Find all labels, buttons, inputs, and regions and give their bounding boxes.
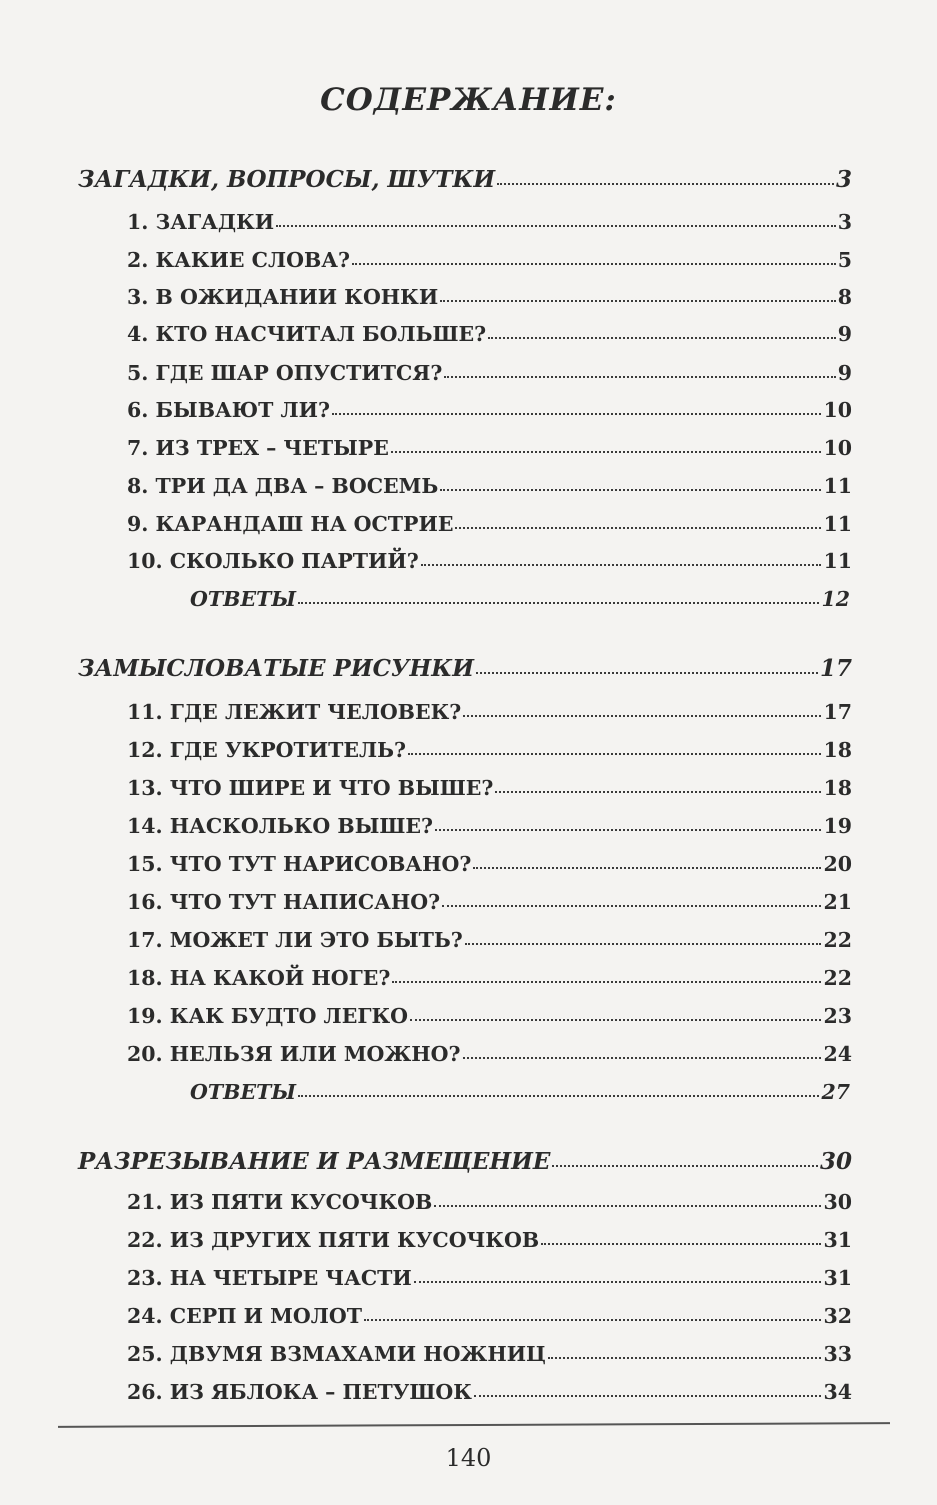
toc-entry-title: 26. ИЗ ЯБЛОКА – ПЕТУШОК	[127, 1380, 472, 1404]
dot-leader	[548, 1342, 822, 1359]
toc-item	[127, 398, 852, 428]
toc-entry-title: 22. ИЗ ДРУГИХ ПЯТИ КУСОЧКОВ	[127, 1228, 540, 1252]
toc-entry-title: 23. НА ЧЕТЫРЕ ЧАСТИ	[127, 1266, 412, 1290]
toc-item	[127, 1304, 852, 1334]
toc-answers	[190, 587, 850, 617]
toc-entry-page: 30	[823, 1190, 852, 1214]
toc-entry-page: 11	[823, 474, 852, 498]
toc-section	[78, 166, 852, 200]
toc-entry-title: 15. ЧТО ТУТ НАРИСОВАНО?	[127, 852, 472, 876]
toc-item	[127, 1004, 852, 1034]
toc-item	[127, 852, 852, 882]
toc-item	[127, 890, 852, 920]
toc-item	[127, 776, 852, 806]
toc-item	[127, 248, 852, 278]
toc-entry-title: РАЗРЕЗЫВАНИЕ И РАЗМЕЩЕНИЕ	[78, 1148, 551, 1175]
toc-entry-title: ЗАГАДКИ, ВОПРОСЫ, ШУТКИ	[78, 166, 496, 193]
dot-leader	[298, 587, 820, 604]
toc-item	[127, 928, 852, 958]
toc-item	[127, 814, 852, 844]
toc-item	[127, 738, 852, 768]
toc-item	[127, 966, 852, 996]
toc-entry-page: 23	[823, 1004, 852, 1028]
dot-leader	[495, 776, 821, 793]
dot-leader	[497, 166, 834, 185]
dot-leader	[444, 361, 835, 378]
toc-entry-title: 18. НА КАКОЙ НОГЕ?	[127, 966, 391, 990]
dot-leader	[392, 966, 821, 983]
dot-leader	[442, 890, 821, 907]
toc-entry-page: 20	[823, 852, 852, 876]
toc-section	[78, 655, 852, 689]
toc-entry-title: 5. ГДЕ ШАР ОПУСТИТСЯ?	[127, 361, 443, 385]
toc-item	[127, 210, 852, 240]
toc-entry-title: 2. КАКИЕ СЛОВА?	[127, 248, 350, 272]
toc-entry-page: 18	[823, 776, 852, 800]
dot-leader	[332, 398, 821, 415]
toc-entry-page: 30	[819, 1148, 852, 1175]
toc-entry-page: 31	[823, 1228, 852, 1252]
toc-entry-page: 17	[819, 655, 852, 682]
toc-entry-title: 9. КАРАНДАШ НА ОСТРИЕ	[127, 512, 454, 536]
toc-entry-title: 11. ГДЕ ЛЕЖИТ ЧЕЛОВЕК?	[127, 700, 462, 724]
toc-entry-title: 17. МОЖЕТ ЛИ ЭТО БЫТЬ?	[127, 928, 463, 952]
toc-item	[127, 1342, 852, 1372]
toc-entry-title: 7. ИЗ ТРЕХ – ЧЕТЫРЕ	[127, 436, 389, 460]
toc-item	[127, 700, 852, 730]
toc-entry-page: 21	[823, 890, 852, 914]
toc-entry-page: 11	[823, 549, 852, 573]
dot-leader	[488, 322, 836, 339]
toc-entry-title: 1. ЗАГАДКИ	[127, 210, 275, 234]
toc-item	[127, 361, 852, 391]
dot-leader	[476, 655, 818, 674]
toc-item	[127, 549, 852, 579]
toc-entry-title: 19. КАК БУДТО ЛЕГКО	[127, 1004, 408, 1028]
toc-entry-title: 16. ЧТО ТУТ НАПИСАНО?	[127, 890, 441, 914]
dot-leader	[298, 1080, 820, 1097]
dot-leader	[440, 285, 836, 302]
toc-entry-page: 19	[823, 814, 852, 838]
toc-entry-title: 13. ЧТО ШИРЕ И ЧТО ВЫШЕ?	[127, 776, 494, 800]
contents-heading: СОДЕРЖАНИЕ:	[320, 82, 617, 118]
toc-entry-title: 25. ДВУМЯ ВЗМАХАМИ НОЖНИЦ	[127, 1342, 546, 1366]
footer-divider	[58, 1422, 890, 1428]
toc-entry-page: 10	[823, 436, 852, 460]
toc-item	[127, 285, 852, 315]
dot-leader	[465, 928, 822, 945]
toc-entry-title: ЗАМЫСЛОВАТЫЕ РИСУНКИ	[78, 655, 474, 682]
dot-leader	[463, 1042, 822, 1059]
toc-entry-title: 24. СЕРП И МОЛОТ	[127, 1304, 362, 1328]
toc-entry-title: 6. БЫВАЮТ ЛИ?	[127, 398, 330, 422]
dot-leader	[463, 700, 821, 717]
dot-leader	[440, 474, 821, 491]
dot-leader	[414, 1266, 822, 1283]
toc-item	[127, 1266, 852, 1296]
toc-entry-title: 4. КТО НАСЧИТАЛ БОЛЬШЕ?	[127, 322, 487, 346]
dot-leader	[474, 1380, 822, 1397]
dot-leader	[455, 512, 821, 529]
toc-entry-page: 22	[823, 966, 852, 990]
toc-entry-page: 9	[837, 361, 852, 385]
toc-entry-page: 18	[823, 738, 852, 762]
toc-entry-page: 34	[823, 1380, 852, 1404]
toc-entry-page: 31	[823, 1266, 852, 1290]
toc-entry-title: 21. ИЗ ПЯТИ КУСОЧКОВ	[127, 1190, 433, 1214]
toc-item	[127, 436, 852, 466]
dot-leader	[435, 814, 822, 831]
toc-entry-page: 12	[821, 587, 850, 611]
toc-entry-title: 12. ГДЕ УКРОТИТЕЛЬ?	[127, 738, 407, 762]
toc-entry-page: 3	[835, 166, 852, 193]
toc-section	[78, 1148, 852, 1182]
toc-entry-title: 3. В ОЖИДАНИИ КОНКИ	[127, 285, 439, 309]
toc-entry-page: 24	[823, 1042, 852, 1066]
toc-entry-title: 10. СКОЛЬКО ПАРТИЙ?	[127, 549, 419, 573]
dot-leader	[352, 248, 836, 265]
dot-leader	[434, 1190, 821, 1207]
dot-leader	[552, 1148, 818, 1167]
dot-leader	[276, 210, 836, 227]
dot-leader	[410, 1004, 821, 1021]
toc-entry-page: 10	[823, 398, 852, 422]
toc-entry-title: ОТВЕТЫ	[190, 1080, 296, 1104]
toc-entry-page: 9	[837, 322, 852, 346]
toc-entry-title: 14. НАСКОЛЬКО ВЫШЕ?	[127, 814, 433, 838]
toc-item	[127, 1042, 852, 1072]
toc-entry-page: 3	[837, 210, 852, 234]
toc-entry-page: 8	[837, 285, 852, 309]
toc-entry-title: 8. ТРИ ДА ДВА – ВОСЕМЬ	[127, 474, 439, 498]
toc-entry-page: 22	[823, 928, 852, 952]
dot-leader	[421, 549, 822, 566]
toc-entry-page: 33	[823, 1342, 852, 1366]
dot-leader	[473, 852, 821, 869]
dot-leader	[364, 1304, 822, 1321]
toc-item	[127, 1190, 852, 1220]
dot-leader	[391, 436, 822, 453]
toc-item	[127, 474, 852, 504]
page-number: 140	[445, 1444, 492, 1472]
toc-entry-page: 17	[823, 700, 852, 724]
toc-entry-page: 11	[823, 512, 852, 536]
toc-entry-page: 5	[837, 248, 852, 272]
toc-item	[127, 322, 852, 352]
toc-answers	[190, 1080, 850, 1110]
toc-item	[127, 512, 852, 542]
dot-leader	[408, 738, 821, 755]
toc-entry-page: 27	[821, 1080, 850, 1104]
toc-item	[127, 1228, 852, 1258]
dot-leader	[541, 1228, 821, 1245]
toc-entry-page: 32	[823, 1304, 852, 1328]
toc-item	[127, 1380, 852, 1410]
toc-entry-title: ОТВЕТЫ	[190, 587, 296, 611]
toc-entry-title: 20. НЕЛЬЗЯ ИЛИ МОЖНО?	[127, 1042, 461, 1066]
